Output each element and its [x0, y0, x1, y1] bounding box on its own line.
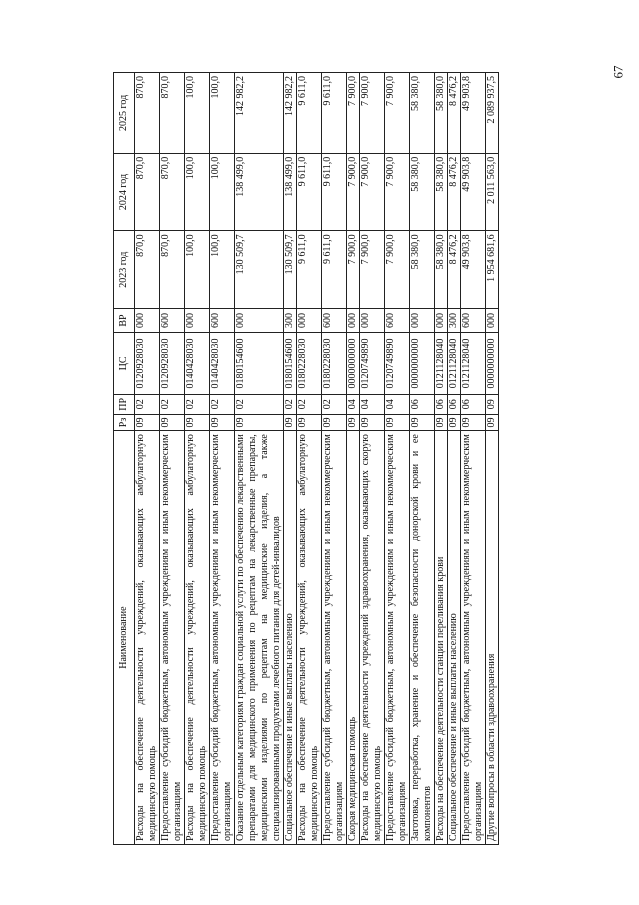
header-2024: 2024 год	[114, 153, 135, 231]
cell-y2023: 130 509,7	[235, 231, 284, 309]
cell-rz: 09	[347, 414, 360, 431]
cell-y2023: 7 900,0	[347, 231, 360, 309]
cell-cs: 0180228030	[297, 332, 322, 394]
cell-cs: 0120749890	[385, 332, 410, 394]
cell-y2024: 138 499,0	[284, 153, 297, 231]
cell-y2024: 138 499,0	[235, 153, 284, 231]
table-row	[385, 73, 410, 845]
cell-y2025: 7 900,0	[347, 73, 360, 154]
cell-y2025: 142 982,2	[284, 73, 297, 154]
cell-y2024: 7 900,0	[347, 153, 360, 231]
cell-name: Оказание отдельным категориям граждан социальной услуги по обеспечению лекарственными препаратами для медицинского применения по рецептам на лекарственные препараты, медицинскими изделиями по рецептам на медицинские изделия, а также специализированными продуктами лечебного питания для детей-инвалидов	[235, 431, 284, 845]
cell-cs: 0120928030	[135, 332, 160, 394]
cell-rz: 09	[185, 414, 210, 431]
cell-y2023: 9 611,0	[322, 231, 347, 309]
cell-y2025: 9 611,0	[297, 73, 322, 154]
cell-y2025: 870,0	[135, 73, 160, 154]
cell-cs: 0000000000	[410, 332, 435, 394]
cell-pr: 06	[410, 394, 435, 414]
cell-vr: 000	[435, 309, 448, 333]
header-rz: Рз	[114, 414, 135, 431]
cell-y2024: 9 611,0	[322, 153, 347, 231]
cell-rz: 09	[360, 414, 385, 431]
cell-y2023: 9 611,0	[297, 231, 322, 309]
cell-y2024: 870,0	[160, 153, 185, 231]
cell-rz: 09	[322, 414, 347, 431]
page-number: 67	[610, 65, 626, 79]
header-vr: ВР	[114, 309, 135, 333]
table-row	[284, 73, 297, 845]
cell-pr: 04	[347, 394, 360, 414]
cell-y2025: 2 089 937,5	[486, 73, 499, 154]
table-row	[322, 73, 347, 845]
cell-rz: 09	[284, 414, 297, 431]
cell-y2024: 100,0	[210, 153, 235, 231]
cell-y2023: 8 476,2	[448, 231, 461, 309]
cell-cs: 0121128040	[448, 332, 461, 394]
table-row	[461, 73, 486, 845]
cell-vr: 000	[347, 309, 360, 333]
cell-y2025: 58 380,0	[410, 73, 435, 154]
header-cs: ЦС	[114, 332, 135, 394]
cell-y2024: 7 900,0	[360, 153, 385, 231]
cell-pr: 06	[448, 394, 461, 414]
cell-pr: 04	[360, 394, 385, 414]
cell-cs: 0121128040	[461, 332, 486, 394]
cell-y2023: 100,0	[210, 231, 235, 309]
cell-rz: 09	[135, 414, 160, 431]
cell-vr: 600	[160, 309, 185, 333]
table-row	[448, 73, 461, 845]
cell-y2024: 7 900,0	[385, 153, 410, 231]
table-row	[160, 73, 185, 845]
cell-vr: 000	[235, 309, 284, 333]
cell-y2025: 9 611,0	[322, 73, 347, 154]
cell-pr: 02	[235, 394, 284, 414]
cell-rz: 09	[435, 414, 448, 431]
cell-vr: 000	[185, 309, 210, 333]
cell-name: Предоставление субсидий бюджетным, автономным учреждениям и иным некоммерческим организациям	[461, 431, 486, 845]
cell-cs: 0180154600	[284, 332, 297, 394]
cell-pr: 02	[185, 394, 210, 414]
cell-rz: 09	[410, 414, 435, 431]
cell-y2023: 58 380,0	[435, 231, 448, 309]
cell-pr: 06	[461, 394, 486, 414]
cell-cs: 0000000000	[486, 332, 499, 394]
cell-name: Другие вопросы в области здравоохранения	[486, 431, 499, 845]
cell-name: Расходы на обеспечение деятельности учреждений, оказывающих амбулаторную медицинскую помощь	[185, 431, 210, 845]
cell-cs: 0180228030	[322, 332, 347, 394]
cell-name: Расходы на обеспечение деятельности учреждений здравоохранения, оказывающих скорую медицинскую помощь	[360, 431, 385, 845]
cell-y2023: 1 954 681,6	[486, 231, 499, 309]
cell-y2024: 58 380,0	[410, 153, 435, 231]
cell-vr: 600	[385, 309, 410, 333]
cell-cs: 0140428030	[185, 332, 210, 394]
cell-vr: 000	[360, 309, 385, 333]
cell-pr: 02	[297, 394, 322, 414]
rotated-table-container	[113, 72, 612, 845]
cell-y2025: 8 476,2	[448, 73, 461, 154]
cell-pr: 02	[135, 394, 160, 414]
cell-y2025: 58 380,0	[435, 73, 448, 154]
cell-name: Расходы на обеспечение деятельности станции переливания крови	[435, 431, 448, 845]
budget-table	[113, 72, 499, 845]
cell-vr: 000	[410, 309, 435, 333]
cell-rz: 09	[160, 414, 185, 431]
cell-cs: 0180154600	[235, 332, 284, 394]
cell-pr: 04	[385, 394, 410, 414]
cell-y2024: 8 476,2	[448, 153, 461, 231]
cell-pr: 02	[160, 394, 185, 414]
cell-name: Предоставление субсидий бюджетным, автономным учреждениям и иным некоммерческим организациям	[160, 431, 185, 845]
table-row	[297, 73, 322, 845]
cell-y2025: 7 900,0	[360, 73, 385, 154]
cell-rz: 09	[235, 414, 284, 431]
cell-vr: 600	[322, 309, 347, 333]
cell-rz: 09	[210, 414, 235, 431]
cell-rz: 09	[385, 414, 410, 431]
cell-y2025: 7 900,0	[385, 73, 410, 154]
cell-pr: 02	[322, 394, 347, 414]
cell-vr: 300	[284, 309, 297, 333]
table-header-row	[114, 73, 135, 845]
cell-rz: 09	[448, 414, 461, 431]
header-pr: ПР	[114, 394, 135, 414]
cell-name: Скорая медицинская помощь	[347, 431, 360, 845]
header-name: Наименование	[114, 431, 135, 845]
table-row	[135, 73, 160, 845]
cell-y2025: 100,0	[185, 73, 210, 154]
cell-name: Расходы на обеспечение деятельности учреждений, оказывающих амбулаторную медицинскую помощь	[297, 431, 322, 845]
cell-vr: 000	[135, 309, 160, 333]
cell-y2023: 100,0	[185, 231, 210, 309]
table-body	[135, 73, 499, 845]
cell-y2024: 9 611,0	[297, 153, 322, 231]
cell-y2024: 2 011 563,0	[486, 153, 499, 231]
cell-y2023: 130 509,7	[284, 231, 297, 309]
cell-y2023: 870,0	[135, 231, 160, 309]
table-row	[235, 73, 284, 845]
cell-vr: 000	[297, 309, 322, 333]
cell-rz: 09	[486, 414, 499, 431]
table-row	[185, 73, 210, 845]
cell-y2023: 58 380,0	[410, 231, 435, 309]
cell-name: Расходы на обеспечение деятельности учреждений, оказывающих амбулаторную медицинскую помощь	[135, 431, 160, 845]
header-2023: 2023 год	[114, 231, 135, 309]
cell-pr: 06	[435, 394, 448, 414]
table-row	[435, 73, 448, 845]
cell-name: Предоставление субсидий бюджетным, автономным учреждениям и иным некоммерческим организациям	[322, 431, 347, 845]
cell-vr: 300	[448, 309, 461, 333]
cell-name: Социальное обеспечение и иные выплаты населению	[284, 431, 297, 845]
cell-name: Социальное обеспечение и иные выплаты населению	[448, 431, 461, 845]
table-row	[360, 73, 385, 845]
cell-y2025: 49 903,8	[461, 73, 486, 154]
cell-pr: 09	[486, 394, 499, 414]
cell-name: Предоставление субсидий бюджетным, автономным учреждениям и иным некоммерческим организациям	[210, 431, 235, 845]
cell-cs: 0120928030	[160, 332, 185, 394]
cell-rz: 09	[297, 414, 322, 431]
table-row	[347, 73, 360, 845]
header-2025: 2025 год	[114, 73, 135, 154]
cell-vr: 000	[486, 309, 499, 333]
cell-pr: 02	[210, 394, 235, 414]
table-row	[210, 73, 235, 845]
cell-y2025: 870,0	[160, 73, 185, 154]
cell-cs: 0120749890	[360, 332, 385, 394]
cell-y2023: 870,0	[160, 231, 185, 309]
cell-cs: 0121128040	[435, 332, 448, 394]
cell-vr: 600	[461, 309, 486, 333]
cell-y2023: 7 900,0	[360, 231, 385, 309]
table-row	[410, 73, 435, 845]
table-row	[486, 73, 499, 845]
cell-vr: 600	[210, 309, 235, 333]
cell-y2024: 58 380,0	[435, 153, 448, 231]
cell-pr: 02	[284, 394, 297, 414]
cell-cs: 0000000000	[347, 332, 360, 394]
cell-y2023: 49 903,8	[461, 231, 486, 309]
cell-y2023: 7 900,0	[385, 231, 410, 309]
cell-y2024: 100,0	[185, 153, 210, 231]
cell-y2025: 142 982,2	[235, 73, 284, 154]
cell-y2024: 870,0	[135, 153, 160, 231]
cell-rz: 09	[461, 414, 486, 431]
cell-name: Заготовка, переработка, хранение и обеспечение безопасности донорской крови и ее компонентов	[410, 431, 435, 845]
cell-cs: 0140428030	[210, 332, 235, 394]
cell-y2024: 49 903,8	[461, 153, 486, 231]
cell-name: Предоставление субсидий бюджетным, автономным учреждениям и иным некоммерческим организациям	[385, 431, 410, 845]
cell-y2025: 100,0	[210, 73, 235, 154]
